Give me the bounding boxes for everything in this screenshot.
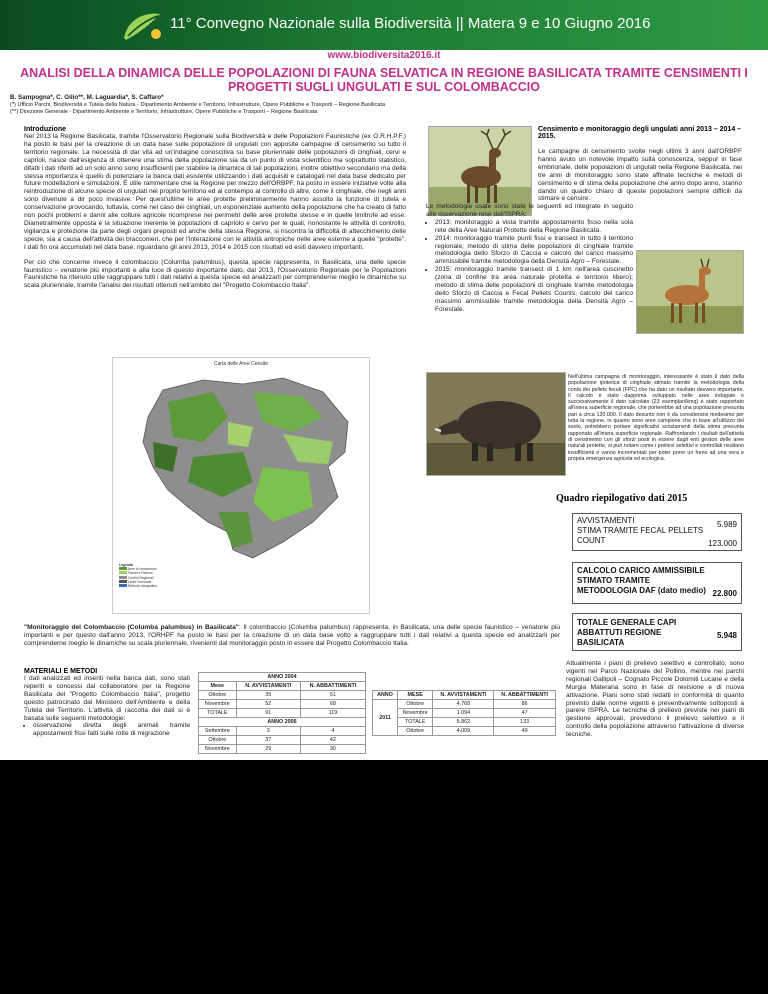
col-header: ANNO [373,691,398,700]
table-row: Ottobre 37 42 [199,736,366,745]
poster-title: ANALISI DELLA DINAMICA DELLE POPOLAZIONI DI FAUNA SELVATICA IN REGIONE BASILICATA TRAMITE CENSIMENTI I PROGETTI SUGLI UNGULATI E SUL COLOMBACCIO [20,66,748,94]
map-title: Carta delle Aree Censite [213,361,269,367]
data-table [372,690,556,736]
col-header: N. AVVISTAMENTI [433,691,494,700]
table-year-header: ANNO 2006 [199,718,366,727]
table-2004-2006 [198,672,366,754]
authors: B. Sampogna*, C. Gilio**, M. Laguardia*, S. Caffaro* [10,94,164,101]
harvest-paragraph: Attualmente i piani di prelievo selettivo e controllato, sono vigenti nel Parco Nazionale del Pollino, mentre nei parchi regionali Gallipoli – Cognato Piccole Dolomiti Lucane e della Murgia Materana sono in fase di revisione e di nuova attivazione. Piani sono stati redatti in conformità di quanto previsto dalle norme vigenti e preventivamente sottoposti a parere ISPRA. Le tecniche di prelievo previste nei piani di gestione approvati, prevedono il prelievo selettivo e il controllo della popolazione attraverso l'attivazione di diverse tecniche. [566,660,744,739]
col-header: N. AVVISTAMENTI [236,682,300,691]
table-year-header: ANNO 2004 [199,673,366,682]
summary-label: CALCOLO CARICO AMMISSIBILE STIMATO TRAMITE METODOLOGIA DAF (dato medio) [577,566,706,595]
deer-icon [429,127,531,215]
table-row: Ottobre 39 51 [199,691,366,700]
table-row: Novembre 29 30 [199,745,366,754]
table-2011 [372,690,556,736]
legend-swatch [119,580,127,583]
summary-title: Quadro riepilogativo dati 2015 [556,493,688,504]
summary-label: TOTALE GENERALE CAPI ABBATTUTI REGIONE BASILICATA [577,618,677,647]
col-header: N. ABBATTIMENTI [494,691,556,700]
summary-value: 123.000 [708,539,737,548]
roe-deer-photo [636,250,744,334]
legend-item: Aree di censimento [119,567,229,571]
summary-table-3 [572,613,742,651]
materials-heading: MATERIALI E METODI [24,668,98,675]
legend-swatch [119,567,127,570]
col-header: MESE [397,691,433,700]
summary-value: 5.989 [716,520,737,529]
census-area-map [112,357,370,614]
methods-intro: Le metodologie usate sono state le seguenti ed integrate in seguito alle osservazione rese dall'ISPRA: [426,203,633,218]
affiliation-2: (**) Direzione Generale - Dipartimento Ambiente e Territorio, Infrastrutture, Opere Pubbliche e Trasporti – Regione Basilicata [10,109,318,115]
list-item: • 2015: monitoraggio tramite transect di 1 km nell'area cuscinetto (zona di confine tra area naturale protetta e territorio libero); metodo di stima delle popolazioni di cinghiale tramite metodologia dello Sforzo di Caccia e Fecal Pellets Counts, calcolo del carico massimo ammissibile tramite metodologia della Densità Agro – Forestale. [435,266,633,313]
intro-heading: Introduzione [24,126,66,133]
table-row: Ottobre 4.009 49 [373,727,556,736]
blank-area [0,760,768,994]
col-header: Mese [199,682,237,691]
methods-section [426,203,633,314]
event-banner [0,0,768,50]
event-title: 11° Convegno Nazionale sulla Biodiversità || Matera 9 e 10 Giugno 2016 [170,15,651,32]
summary-value: 5.948 [716,631,737,640]
fpc-analysis [568,374,744,462]
website-url[interactable]: www.biodiversita2016.it [327,50,441,61]
legend-swatch [119,571,127,574]
list-item: • osservazione diretta degli animali tramite appostamenti fissi fatti sulle rotte di migrazione [33,722,190,738]
map-legend [119,563,229,608]
summary-value: 22.800 [712,589,737,598]
table-row: TOTALE 91 119 [199,709,366,718]
intro-paragraph-1: Nel 2013 la Regione Basilicata, tramite l'Osservatorio Regionale sulla Biodiversità e delle Popolazioni Faunistiche (ex O.R.H.P.F.) ha posto le basi per la creazione di un data base sulle popolazioni di ungulati con apposite campagne di censimento su tutto il territorio regionale. La necessità di dar vita ad un'indagine conoscitiva su base pluriennale delle popolazioni di cinghiali, cervi e caprioli, nasce dall'esigenza di ottenere una stima della popolazione sia da un punto di vista scientifico ma soprattutto statistico, difatti i dati riferiti ad un solo anno sono insufficienti per stabilire la dinamica di tali popolazioni, inoltre obiettivo secondario ma della stessa importanza è quello di potenziare la banca dati esistente utilizzando i dati acquisiti e catalogati nel data base dedicato per future modellazioni e simulazioni. È utile rammentare che la Regione per mezzo dell'ORBPF, ha posto in essere iniziative volte alla reintroduzione di alcune specie di ungulati nel proprio territorio ed al contempo al controllo di altre, come il cinghiale, che negli anni sono divenute a dir poco invasive. Per quest'ultime le aree protette preliminarmente hanno assolto la funzione di tutela e conservazione provocando, tuttavia, come nel caso dei cinghiali, un esponenziale aumento della popolazione che ha creato di fatto non pochi problemi e danni alle colture agricole ricomprese nei perimetri delle aree protette stesse e in quelle limitrofe ad esse. Diametralmente opposta è la situazione inerente le popolazioni di capriolo e cervo per le quali, nonostante le attività di controllo, vigilanza e protezione da parte degli organi preposti ed anche della stessa Regione, si riscontra la difficoltà di attecchimento delle specie, sia a causa dell'attività dei bracconieri, che per l'interazione con le attività antropiche nelle aree esterne a quelle "protette". I dati fin ora accumulati nel data base, riguardano gli anni 2013, 2014 e 2015 con risultati ed esiti davvero importanti. [24,133,406,251]
legend-title: Legenda [119,563,133,567]
list-item: • 2014: monitoraggio tramite punti fissi e transect in tutto il territorio regionale; metodo di stima delle popolazioni di cinghiale tramite metodologia dello Sforzo di Caccia e calcolo del carico massimo ammissibile tramite metodologia della Densità Agro – Forestale. [435,235,633,267]
harvest-plans [566,660,744,739]
legend-swatch [119,584,127,587]
colombaccio-heading: "Monitoraggio del Colombaccio (Columba palumbus) in Basilicata" [24,624,239,631]
legend-item: Limiti Comunali [119,580,229,584]
intro-paragraph-2: Per ciò che concerne invece il colombaccio (Columba palumbus), questa specie rappresenta, in Basilicata, una delle specie faunistico – venatorie più importanti e alla luce di questo importante dato, dal 2013, l'Osservatorio Regionale per le Popolazioni Faunistiche ha ritenuto utile raggruppare tutti i dati relativi a questa specie ed analizzarli per comprenderne meglio le dinamiche su scala pluriennale, tramite l'analisi dei risultati ottenuti nell'ambito del "Progetto Colombaccio Italia". [24,258,406,290]
colombaccio-section [24,624,560,648]
materials-list [24,722,190,738]
roe-deer-icon [637,251,743,333]
biodiversity-logo-icon [118,8,166,44]
list-item: • 2013: monitoraggio a vista tramite appostamento fisso nella sola rete della Aree Naturali Protette della Regione Basilicata. [435,219,633,235]
materials-methods [24,668,190,738]
legend-item: Confini Regionali [119,576,229,580]
summary-label: STIMA TRAMITE FECAL PELLETS COUNT [577,526,704,545]
census-heading: Censimento e monitoraggio degli ungulati anni 2013 – 2014 – 2015. [538,126,742,140]
basilicata-map-image [133,372,358,562]
table-row: TOTALE 5.862 133 [373,718,556,727]
census-paragraph-1: Le campagne di censimento svolte negli ultimi 3 anni dall'ORBPF hanno avuto un notevole impatto sulla conoscenza, seppur in fase embrionale, delle popolazioni di ungulati nella Regione Basilicata. nei tre anni di monitoraggio sono state affinate tecniche e metodi di censimento e di stima della popolazione che anno dopo anno, stanno dando un quadro chiaro di queste popolazioni sempre difficili da stimare e censire. [538,148,742,203]
table-row: 2011 Ottobre 4.768 86 [373,700,556,709]
col-header: N. ABBATTIMENTI [300,682,365,691]
table-row: Settembre 3 4 [199,727,366,736]
legend-swatch [119,576,127,579]
wild-boar-icon [427,373,565,475]
affiliation-1: (*) Ufficio Parchi, Biodiversità e Tutela della Natura - Dipartimento Ambiente e Territorio, Infrastrutture, Opere Pubbliche e Trasporti – Regione Basilicata [10,102,386,108]
legend-item: Reticolo idrografico [119,584,229,588]
summary-table-2 [572,562,742,604]
intro-section [24,126,406,290]
materials-paragraph: I dati analizzati ed inseriti nella banca dati, sono stati reperiti e concessi dal collaboratore per la Regione Basilicata del "Progetto Colombaccio Italia", progetto questo patrocinato dal Ministero dell'Ambiente e della Tutela del Territorio. L'attività di raccolta dei dati si è basata sulle seguenti metodologie: [24,675,190,722]
colombaccio-paragraph: : Il colombaccio (Columba palumbus) rappresenta, in Basilicata, una delle specie faunistico – venatorie più importanti e per questo dall'anno 2013, l'ORHPF ha posto le basi per la creazione di un data base volto a raggruppare tutti i dati relativi a questa specie ed analizzarli per comprenderne meglio le dinamiche su scala pluriennale, rivenienti dal monitoraggio posto in essere dal Progetto Colombaccio Italia. [24,624,560,647]
data-table [198,672,366,754]
table-row: Novembre 52 68 [199,700,366,709]
summary-label: AVVISTAMENTI [577,516,635,525]
methods-list [426,219,633,314]
legend-item: Parchi e Riserve [119,571,229,575]
summary-table-1 [572,513,742,551]
fpc-paragraph: Nell'ultima campagna di monitoraggio, interessante è stato il dato della popolazione ipotetica di cinghiale stimato tramite la metodologia della conta dei pellets fecali (FPC) che ha dato un risultato davvero importante. Il calcolo è stato dapprima sviluppato nelle aree indagate e successivamente il dato calcolato (23 esemplari/kmq) è stato rapportato all'intera superficie regionale, che porterebbe ad una popolazione presunta pari a circa 120.000. Il dato desunto non è da considerarsi medesimo per tutta la regione, in quanto sono aree campione che in base all'utilizzo del suolo, potrebbero portare significativi scostamenti della stima presunta rapportato all'intera superficie regionale. Raffrontando i risultati dell'attività di censimento con gli sforzi posti in essere dagli enti gestori delle aree naturali protette, si può notare come i prelievi selettivi e controllati risultano insufficienti e vanno incrementati per poter porre un freno ad una vera e propria emergenza agricola ed ecologica. [568,374,744,462]
census-section [538,126,742,203]
table-row: Novembre 1.094 47 [373,709,556,718]
wild-boar-photo [426,372,566,476]
